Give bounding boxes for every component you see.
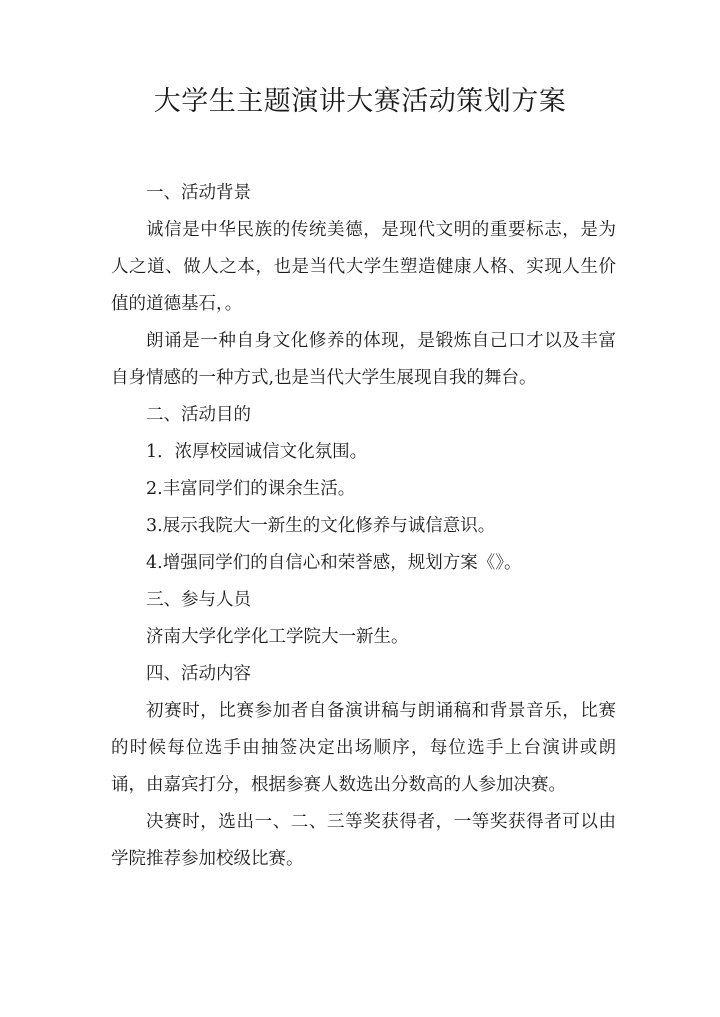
purpose-item-1: 1．浓厚校园诚信文化氛围。 (146, 442, 368, 462)
paragraph-participants: 济南大学化学化工学院大一新生。 (146, 627, 409, 647)
paragraph-recitation: 朗诵是一种自身文化修养的体现，是锻炼自己口才以及丰富自身情感的一种方式,也是当代大学生展现自我的舞台。 (111, 331, 616, 388)
paragraph-final: 决赛时，选出一、二、三等奖获得者，一等奖获得者可以由学院推荐参加校级比赛。 (111, 812, 616, 869)
paragraph-preliminary: 初赛时，比赛参加者自备演讲稿与朗诵稿和背景音乐，比赛的时候每位选手由抽签决定出场顺序，每位选手上台演讲或朗诵，由嘉宾打分，根据参赛人数选出分数高的人参加决赛。 (111, 701, 616, 795)
section-heading-purpose: 二、活动目的 (146, 405, 251, 425)
section-heading-content: 四、活动内容 (146, 664, 251, 684)
section-heading-participants: 三、参与人员 (146, 590, 251, 610)
purpose-item-2: 2.丰富同学们的课余生活。 (146, 479, 356, 499)
purpose-item-4: 4.增强同学们的自信心和荣誉感，规划方案《》。 (146, 553, 522, 573)
document-title: 大学生主题演讲大赛活动策划方案 (153, 86, 567, 117)
section-heading-background: 一、活动背景 (146, 183, 251, 203)
document-body (111, 175, 616, 878)
paragraph-integrity: 诚信是中华民族的传统美德，是现代文明的重要标志，是为人之道、做人之本，也是当代大学生塑造健康人格、实现人生价值的道德基石，。 (111, 220, 616, 314)
purpose-item-3: 3.展示我院大一新生的文化修养与诚信意识。 (146, 516, 496, 536)
